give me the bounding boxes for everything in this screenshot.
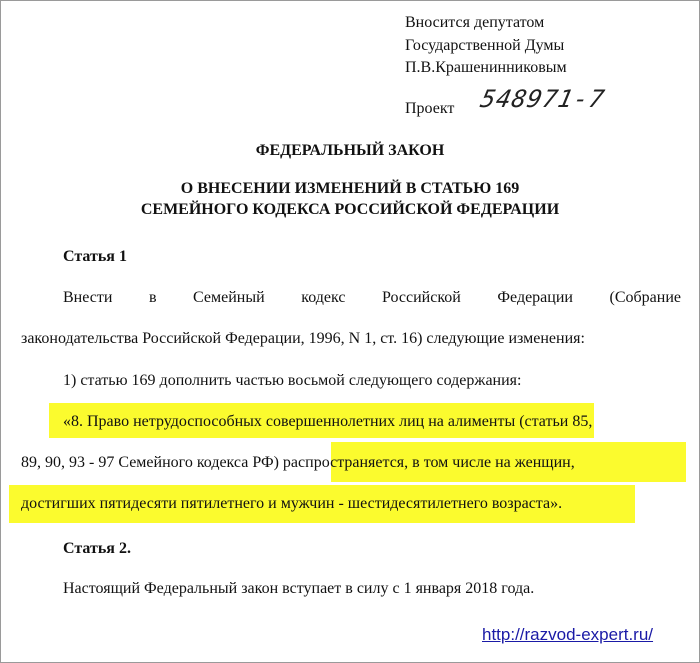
article-1-paragraph-1-line-1 (63, 288, 681, 308)
law-subtitle-2: СЕМЕЙНОГО КОДЕКСА РОССИЙСКОЙ ФЕДЕРАЦИИ (140, 201, 560, 218)
header-line-1: Вносится депутатом (405, 14, 545, 31)
article-2-heading: Статья 2. (63, 540, 131, 557)
site-link-text[interactable]: http://razvod-expert.ru/ (482, 625, 654, 644)
quote-line-2: 89, 90, 93 - 97 Семейного кодекса РФ) распространяется, в том числе на женщин, (21, 454, 575, 471)
word: Федерации (497, 289, 573, 306)
article-1-heading: Статья 1 (63, 248, 127, 265)
word: Российской (382, 289, 461, 306)
project-label: Проект (405, 100, 455, 117)
article-1-paragraph-2: 1) статью 169 дополнить частью восьмой следующего содержания: (63, 372, 522, 389)
word: кодекс (301, 289, 346, 306)
article-2-text: Настоящий Федеральный закон вступает в силу с 1 января 2018 года. (63, 580, 535, 597)
site-link[interactable] (482, 625, 653, 646)
header-line-3: П.В.Крашенинниковым (405, 59, 567, 76)
header-line-2: Государственной Думы (405, 37, 565, 54)
quote-line-1: «8. Право нетрудоспособных совершеннолетних лиц на алименты (статьи 85, (63, 413, 593, 430)
project-number-handwritten: 548971-7 (478, 85, 608, 113)
word: (Собрание (609, 289, 681, 306)
law-subtitle-1: О ВНЕСЕНИИ ИЗМЕНЕНИЙ В СТАТЬЮ 169 (180, 180, 520, 197)
quote-line-3: достигших пятидесяти пятилетнего и мужчин - шестидесятилетнего возраста». (21, 495, 563, 512)
law-title: ФЕДЕРАЛЬНЫЙ ЗАКОН (255, 142, 445, 159)
word: Внести (63, 289, 113, 306)
word: в (148, 289, 157, 306)
article-1-paragraph-1-line-2: законодательства Российской Федерации, 1996, N 1, ст. 16) следующие изменения: (21, 330, 585, 347)
word: Семейный (193, 289, 265, 306)
